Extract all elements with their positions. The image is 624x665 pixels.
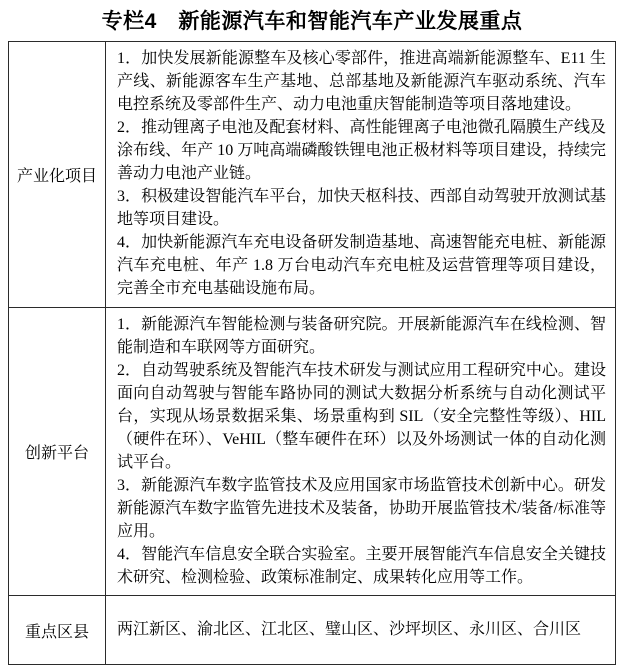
content-paragraph: 3．积极建设智能汽车平台，加快天枢科技、西部自动驾驶开放测试基地等项目建设。 — [117, 188, 606, 228]
page-title: 专栏4 新能源汽车和智能汽车产业发展重点 — [101, 10, 523, 33]
table-row-industrialization — [9, 42, 615, 307]
content-paragraph: 1．加快发展新能源整车及核心零部件，推进高端新能源整车、E11 生产线、新能源客车生产基地、总部基地及新能源汽车驱动系统、汽车电控系统及零部件生产、动力电池重庆智能制造等项目落地建设。 — [117, 50, 606, 113]
content-paragraph: 4．加快新能源汽车充电设备研发制造基地、高速智能充电桩、新能源汽车充电桩、年产 1.8 万台电动汽车充电桩及运营管理等项目建设，完善全市充电基础设施布局。 — [117, 234, 606, 297]
content-paragraph: 3．新能源汽车数字监管技术及应用国家市场监管技术创新中心。研发新能源汽车数字监管先进技术及装备，协助开展监管技术/装备/标准等应用。 — [117, 477, 606, 540]
row-content-industrialization — [106, 42, 615, 307]
row-content-innovation-platform — [106, 308, 615, 595]
table-row-key-districts — [9, 595, 615, 664]
table-row-innovation-platform — [9, 307, 615, 595]
content-paragraph: 1．新能源汽车智能检测与装备研究院。开展新能源汽车在线检测、智能制造和车联网等方面研究。 — [117, 316, 606, 356]
row-header-key-districts: 重点区县 — [9, 596, 106, 664]
row-header-innovation-platform: 创新平台 — [9, 308, 106, 595]
column-table — [8, 41, 616, 665]
content-paragraph: 两江新区、渝北区、江北区、璧山区、沙坪坝区、永川区、合川区 — [117, 621, 582, 638]
row-content-key-districts — [106, 596, 615, 664]
row-header-industrialization: 产业化项目 — [9, 42, 106, 307]
content-paragraph: 2．自动驾驶系统及智能汽车技术研发与测试应用工程研究中心。建设面向自动驾驶与智能车路协同的测试大数据分析系统与自动化测试平台，实现从场景数据采集、场景重构到 SIL（安全完整性等级）、HIL（硬件在环）、VeHIL（整车硬件在环）以及外场测试一体的自动化测试平台。 — [117, 362, 606, 471]
content-paragraph: 2．推动锂离子电池及配套材料、高性能锂离子电池微孔隔膜生产线及涂布线、年产 10 万吨高端磷酸铁锂电池正极材料等项目建设，持续完善动力电池产业链。 — [117, 119, 606, 182]
content-paragraph: 4．智能汽车信息安全联合实验室。主要开展智能汽车信息安全关键技术研究、检测检验、政策标准制定、成果转化应用等工作。 — [117, 546, 606, 586]
